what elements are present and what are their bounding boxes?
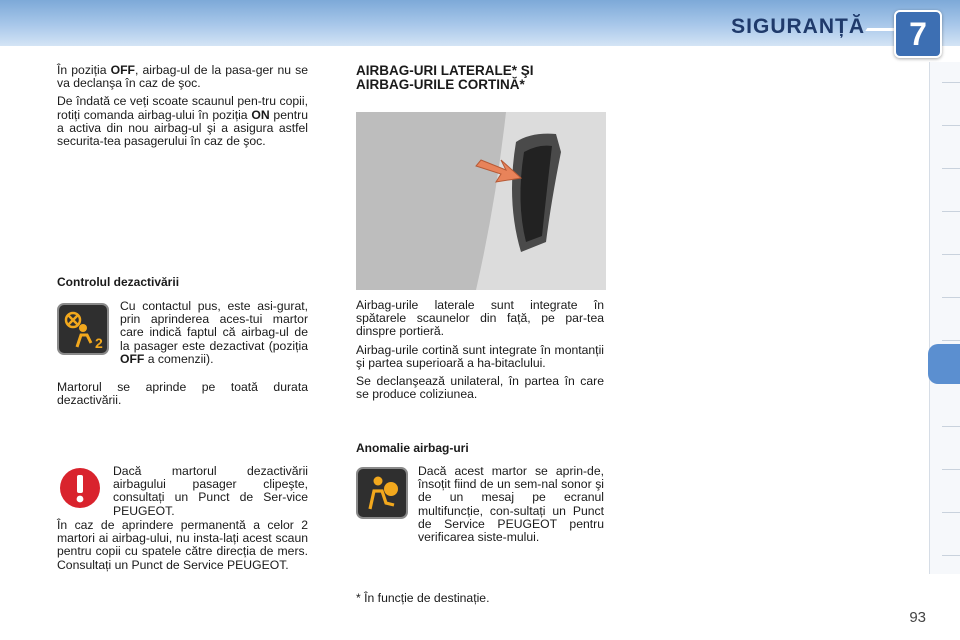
chapter-title: SIGURANȚĂ: [731, 15, 865, 38]
blinking-warning-note: Dacă martorul dezactivării airbagului pasager clipeşte, consultați un Punct de Ser-vice PEUGEOT.: [113, 464, 308, 518]
airbag-fault-icon: [356, 467, 408, 524]
chapter-tab-rail: [929, 62, 960, 574]
active-chapter-tab[interactable]: [928, 344, 960, 384]
exclamation-warning-icon: [58, 466, 102, 515]
anomaly-description: Dacă acest martor se aprin-de, însoțit fiind de un sem-nal sonor şi de un mesaj pe ecranul multifuncție, con-sultați un Punct de Service PEUGEOT pentru verificarea siste-mului.: [418, 464, 604, 545]
deployment-paragraph: Se declanşează unilateral, în partea în care se produce coliziunea.: [356, 374, 604, 402]
seat-airbag-photo: [356, 112, 606, 290]
permanent-light-warning: În caz de aprindere permanentă a celor 2 martori ai airbag-ului, nu insta-lați acest scaun pentru copii cu spatele către direcția de mers. Consultați un Punct de Service PEUGEOT.: [57, 518, 308, 572]
section-heading: AIRBAG-URI LATERALE* ŞI AIRBAG-URILE CORTINĂ*: [356, 63, 534, 92]
page-number: 93: [909, 609, 926, 626]
lateral-airbags-paragraph: Airbag-urile laterale sunt integrate în spătarele scaunelor din față, pe par-tea dinspre portieră.: [356, 298, 604, 339]
anomaly-section-title: Anomalie airbag-uri: [356, 441, 469, 455]
page-header: [0, 0, 960, 52]
svg-text:2: 2: [95, 335, 103, 351]
chapter-number-badge: 7: [894, 10, 942, 58]
left-column-intro: [57, 64, 308, 153]
off-position-paragraph: În poziția OFF, airbag-ul de la pasa-ger nu se va declanşa în caz de şoc.: [57, 63, 308, 91]
airbag-off-warning-icon: [57, 303, 109, 360]
curtain-airbags-paragraph: Airbag-urile cortină sunt integrate în montanții şi partea superioară a ha-bitaclului.: [356, 342, 604, 370]
control-section-title: Controlul dezactivării: [57, 275, 180, 289]
right-column-text: [356, 299, 604, 406]
control-description: Cu contactul pus, este asi-gurat, prin aprinderea aces-tui martor care indică faptul că airbag-ul de la pasager este dezactivat (poziția OFF a comenzii).: [120, 299, 308, 366]
lamp-duration-paragraph: Martorul se aprinde pe toată durata dezactivării.: [57, 380, 308, 408]
footnote: * În funcție de destinație.: [356, 591, 490, 605]
on-position-paragraph: De îndată ce veți scoate scaunul pen-tru copii, rotiți comanda airbag-ului în poziția ON pentru a activa din nou airbag-ul şi a asigura astfel securita-tea pasagerului în caz de şoc.: [57, 94, 308, 149]
